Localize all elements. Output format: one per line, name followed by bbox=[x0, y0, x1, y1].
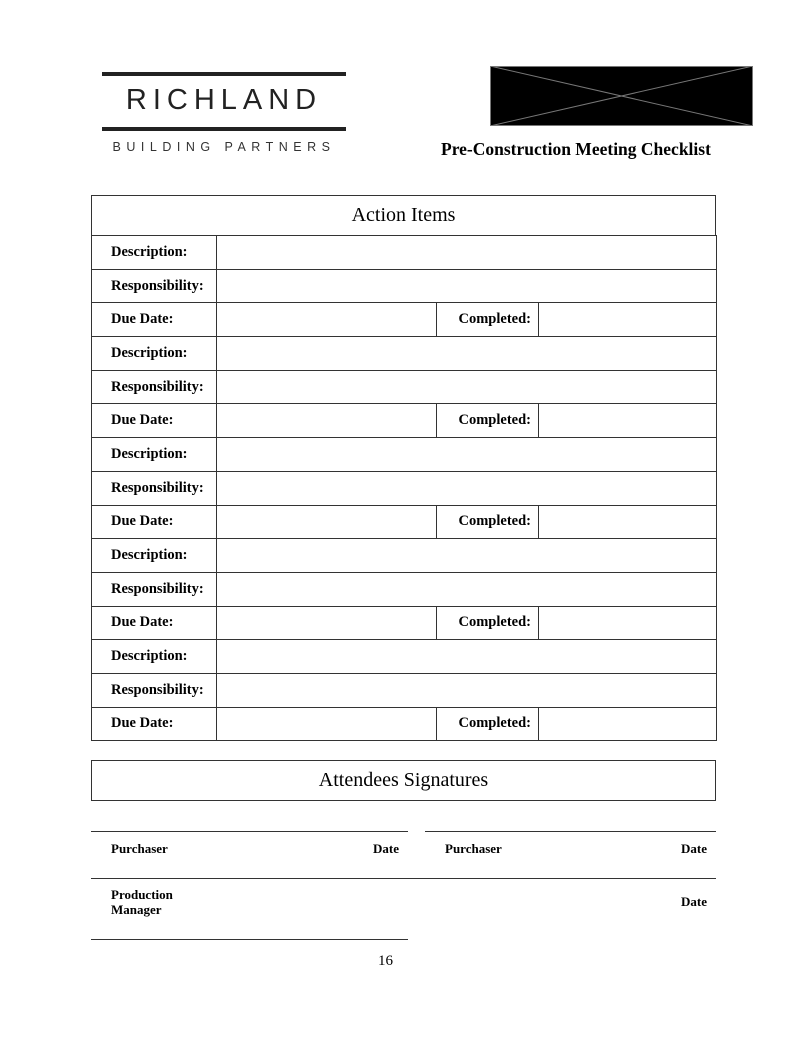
action-item-due-row bbox=[92, 606, 717, 640]
description-field[interactable] bbox=[217, 236, 717, 270]
action-item-description-row bbox=[92, 640, 717, 674]
due-date-label: Due Date: bbox=[92, 707, 217, 741]
completed-label: Completed: bbox=[437, 303, 539, 337]
description-label: Description: bbox=[92, 337, 217, 371]
action-item-description-row bbox=[92, 337, 717, 371]
action-item-due-row bbox=[92, 404, 717, 438]
responsibility-field[interactable] bbox=[217, 370, 717, 404]
due-date-field[interactable] bbox=[217, 606, 437, 640]
responsibility-label: Responsibility: bbox=[92, 471, 217, 505]
logo-subtitle: BUILDING PARTNERS bbox=[112, 140, 336, 154]
completed-field[interactable] bbox=[539, 303, 717, 337]
logo-name: RICHLAND bbox=[125, 84, 323, 116]
logo-bottom-rule bbox=[102, 127, 346, 131]
logo-top-rule bbox=[102, 72, 346, 76]
responsibility-field[interactable] bbox=[217, 673, 717, 707]
action-item-responsibility-row bbox=[92, 572, 717, 606]
responsibility-field[interactable] bbox=[217, 572, 717, 606]
description-label: Description: bbox=[92, 438, 217, 472]
document-title: Pre-Construction Meeting Checklist bbox=[441, 139, 711, 159]
signature-line-purchaser-left[interactable] bbox=[91, 831, 408, 832]
image-placeholder bbox=[490, 66, 753, 126]
purchaser-left-label: Purchaser bbox=[111, 841, 168, 856]
signature-line-production-manager[interactable] bbox=[91, 878, 716, 879]
responsibility-label: Responsibility: bbox=[92, 572, 217, 606]
signatures-heading: Attendees Signatures bbox=[318, 769, 489, 791]
due-date-field[interactable] bbox=[217, 404, 437, 438]
description-field[interactable] bbox=[217, 337, 717, 371]
production-manager-label: Production Manager bbox=[111, 887, 173, 917]
date-right-label: Date bbox=[681, 841, 707, 856]
signatures-header bbox=[91, 760, 716, 801]
action-items-table bbox=[91, 235, 717, 741]
due-date-field[interactable] bbox=[217, 707, 437, 741]
completed-label: Completed: bbox=[437, 404, 539, 438]
due-date-field[interactable] bbox=[217, 505, 437, 539]
action-item-responsibility-row bbox=[92, 269, 717, 303]
completed-field[interactable] bbox=[539, 707, 717, 741]
completed-label: Completed: bbox=[437, 606, 539, 640]
date-pm-label: Date bbox=[681, 894, 707, 909]
responsibility-label: Responsibility: bbox=[92, 673, 217, 707]
action-item-responsibility-row bbox=[92, 673, 717, 707]
action-item-responsibility-row bbox=[92, 370, 717, 404]
completed-label: Completed: bbox=[437, 707, 539, 741]
due-date-field[interactable] bbox=[217, 303, 437, 337]
responsibility-label: Responsibility: bbox=[92, 370, 217, 404]
completed-label: Completed: bbox=[437, 505, 539, 539]
description-label: Description: bbox=[92, 640, 217, 674]
action-item-due-row bbox=[92, 707, 717, 741]
due-date-label: Due Date: bbox=[92, 404, 217, 438]
action-items-header bbox=[91, 195, 716, 236]
due-date-label: Due Date: bbox=[92, 606, 217, 640]
description-field[interactable] bbox=[217, 640, 717, 674]
action-item-description-row bbox=[92, 236, 717, 270]
description-field[interactable] bbox=[217, 539, 717, 573]
description-label: Description: bbox=[92, 236, 217, 270]
page-number: 16 bbox=[378, 953, 393, 969]
completed-field[interactable] bbox=[539, 404, 717, 438]
responsibility-label: Responsibility: bbox=[92, 269, 217, 303]
action-item-description-row bbox=[92, 539, 717, 573]
description-field[interactable] bbox=[217, 438, 717, 472]
due-date-label: Due Date: bbox=[92, 303, 217, 337]
responsibility-field[interactable] bbox=[217, 269, 717, 303]
action-item-due-row bbox=[92, 505, 717, 539]
signature-line-bottom[interactable] bbox=[91, 939, 408, 940]
responsibility-field[interactable] bbox=[217, 471, 717, 505]
description-label: Description: bbox=[92, 539, 217, 573]
action-item-description-row bbox=[92, 438, 717, 472]
action-item-responsibility-row bbox=[92, 471, 717, 505]
purchaser-right-label: Purchaser bbox=[445, 841, 502, 856]
signature-line-purchaser-right[interactable] bbox=[425, 831, 716, 832]
date-left-label: Date bbox=[373, 841, 399, 856]
action-item-due-row bbox=[92, 303, 717, 337]
due-date-label: Due Date: bbox=[92, 505, 217, 539]
completed-field[interactable] bbox=[539, 505, 717, 539]
completed-field[interactable] bbox=[539, 606, 717, 640]
action-items-heading: Action Items bbox=[351, 204, 456, 226]
